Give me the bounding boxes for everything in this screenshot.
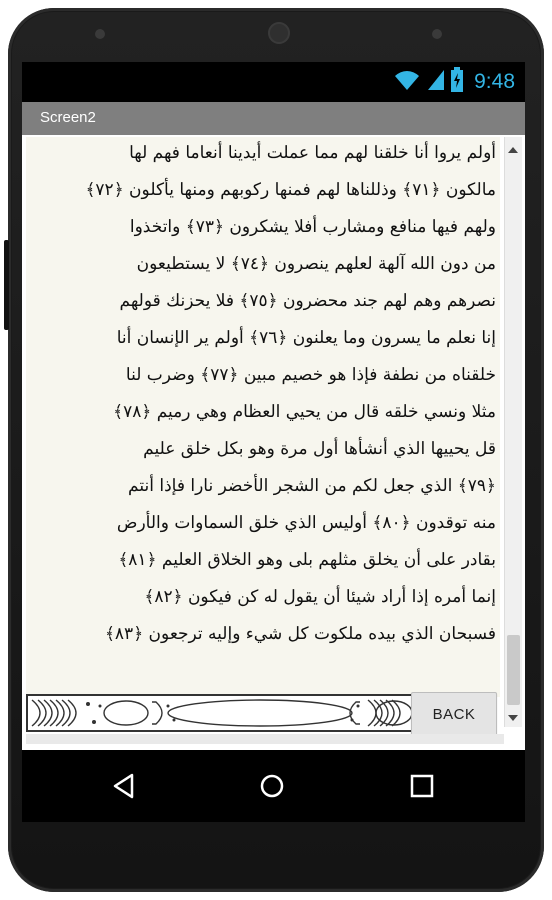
verse-line: أولم يروا أنا خلقنا لهم مما عملت أيدينا أنعاما فهم لها <box>129 143 496 163</box>
verse-line: مثلا ونسي خلقه قال من يحيي العظام وهي رميم ﴿٧٨﴾ <box>113 402 496 422</box>
sensor-dot-left <box>95 29 105 39</box>
verse-line: مالكون ﴿٧١﴾ وذللناها لهم فمنها ركوبهم ومنها يأكلون ﴿٧٢﴾ <box>85 180 496 200</box>
signal-icon <box>426 68 446 96</box>
navigation-bar <box>22 750 525 822</box>
verse-line: من دون الله آلهة لعلهم ينصرون ﴿٧٤﴾ لا يستطيعون <box>136 254 496 274</box>
verse-line: بقادر على أن يخلق مثلهم بلى وهو الخلاق العليم ﴿٨١﴾ <box>118 550 496 570</box>
verse-line: خلقناه من نطفة فإذا هو خصيم مبين ﴿٧٧﴾ وضرب لنا <box>125 365 496 385</box>
sensor-dot-right <box>432 29 442 39</box>
screen-title: Screen2 <box>40 109 96 126</box>
title-bar <box>22 102 525 135</box>
horizontal-scrollbar[interactable] <box>26 734 504 744</box>
verse-line: إنما أمره إذا أراد شيئا أن يقول له كن فيكون ﴿٨٢﴾ <box>144 587 496 607</box>
scroll-down-arrow-icon[interactable] <box>508 715 518 721</box>
quran-page[interactable] <box>26 137 500 697</box>
vertical-scrollbar[interactable] <box>504 137 522 727</box>
battery-icon <box>450 67 464 97</box>
verse-line: نصرهم وهم لهم جند محضرون ﴿٧٥﴾ فلا يحزنك قولهم <box>119 291 496 311</box>
verse-line: إنا نعلم ما يسرون وما يعلنون ﴿٧٦﴾ أولم ير الإنسان أنا <box>116 328 496 348</box>
status-bar <box>22 62 525 102</box>
verse-line: ﴿٧٩﴾ الذي جعل لكم من الشجر الأخضر نارا فإذا أنتم <box>128 476 496 496</box>
status-clock: 9:48 <box>474 70 515 93</box>
surah-ornament-frame <box>26 694 414 732</box>
verse-line: فسبحان الذي بيده ملكوت كل شيء وإليه ترجعون ﴿٨٣﴾ <box>104 624 496 644</box>
earpiece-speaker <box>268 22 290 44</box>
back-button[interactable]: BACK <box>411 692 497 736</box>
side-button <box>4 240 9 330</box>
scroll-thumb[interactable] <box>507 635 520 705</box>
wifi-icon <box>392 68 422 96</box>
home-circle-icon[interactable] <box>252 768 292 804</box>
verse-line: ولهم فيها منافع ومشارب أفلا يشكرون ﴿٧٣﴾ واتخذوا <box>129 217 496 237</box>
verse-line: منه توقدون ﴿٨٠﴾ أوليس الذي خلق السماوات والأرض <box>116 513 496 533</box>
status-icons <box>392 68 515 96</box>
verse-line: قل يحييها الذي أنشأها أول مرة وهو بكل خلق عليم <box>143 439 496 459</box>
app-screen <box>22 102 525 750</box>
back-triangle-icon[interactable] <box>104 768 144 804</box>
scroll-up-arrow-icon[interactable] <box>508 147 518 153</box>
recents-square-icon[interactable] <box>402 768 442 804</box>
